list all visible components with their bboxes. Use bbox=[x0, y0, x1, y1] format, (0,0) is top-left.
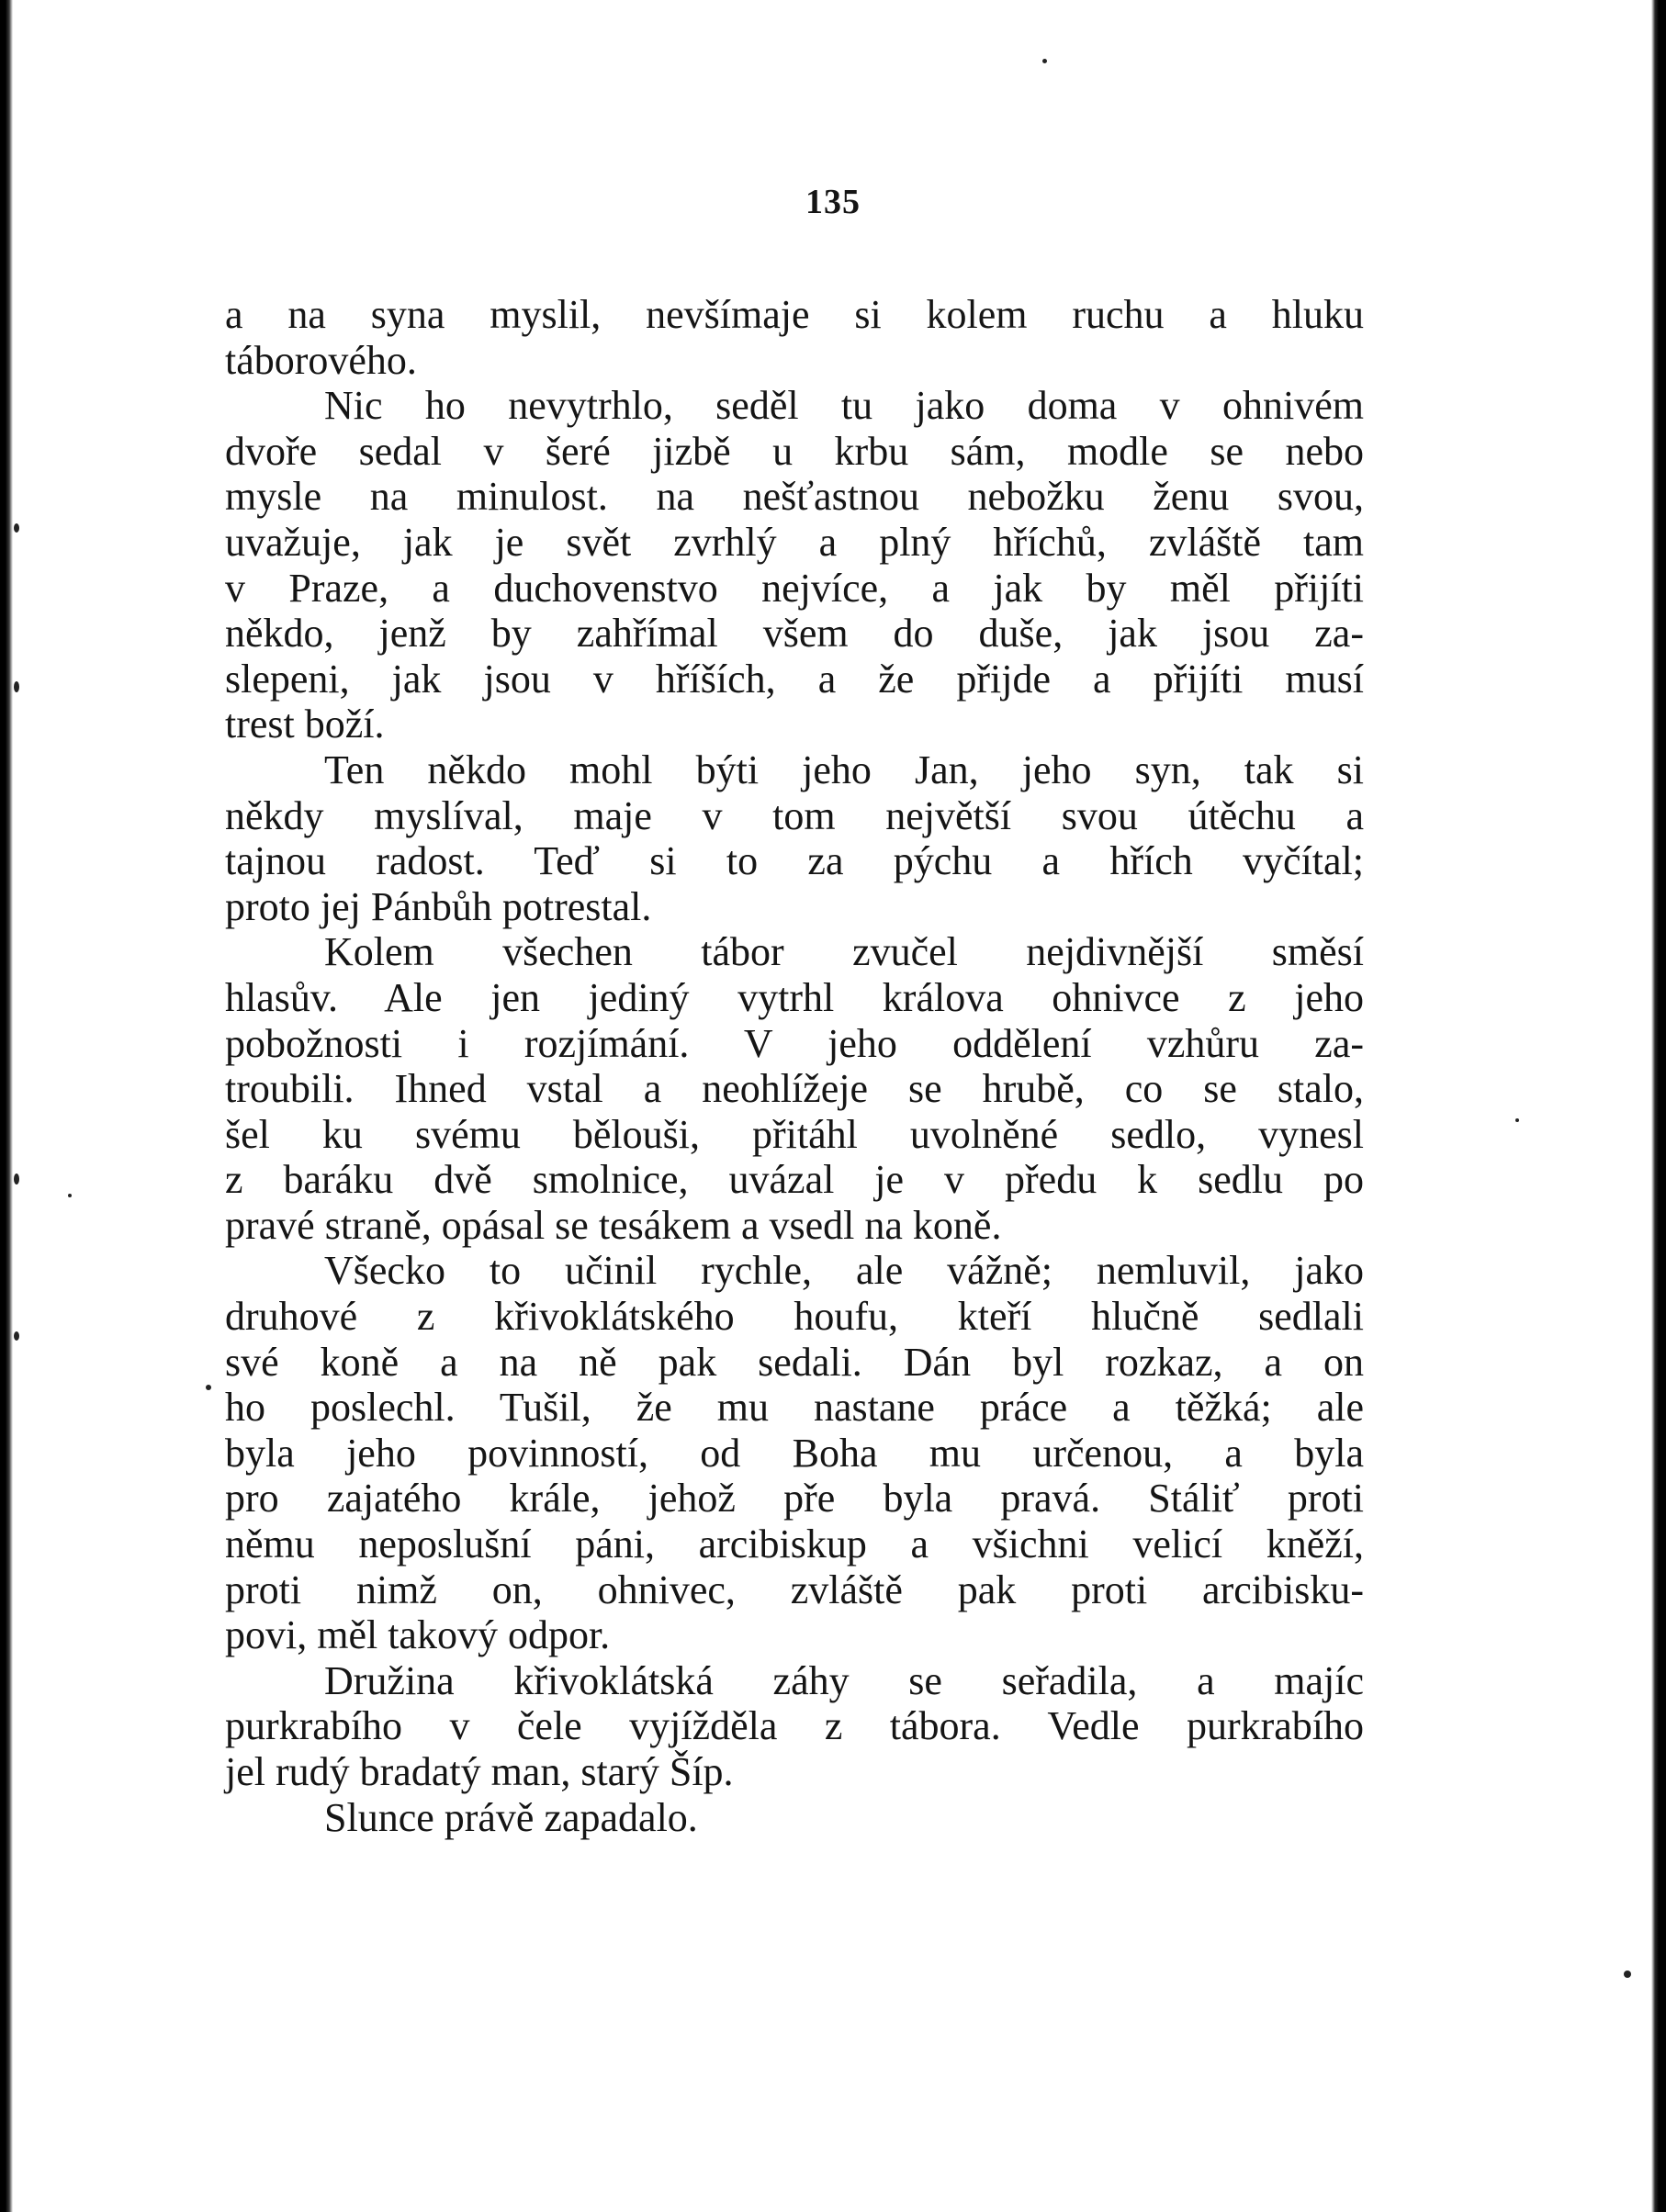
page-number: 135 bbox=[805, 183, 861, 221]
text-line: povi, měl takový odpor. bbox=[225, 1612, 611, 1658]
paragraph bbox=[225, 383, 1364, 747]
paragraph bbox=[225, 292, 1364, 383]
text-line: jel rudý bradatý man, starý Šíp. bbox=[225, 1749, 734, 1794]
text-line: němu neposlušní páni, arcibiskup a všichni velicí kněží, bbox=[225, 1521, 1364, 1567]
text-line: trest boží. bbox=[225, 702, 385, 747]
text-line: Kolem všechen tábor zvučel nejdivnější směsí bbox=[324, 929, 1364, 975]
text-line: troubili. Ihned vstal a neohlížeje se hrubě, co se stalo, bbox=[225, 1066, 1364, 1112]
text-line: své koně a na ně pak sedali. Dán byl rozkaz, a on bbox=[225, 1339, 1364, 1385]
paragraph bbox=[225, 747, 1364, 929]
scan-border-left bbox=[0, 0, 13, 2212]
text-line: Nic ho nevytrhlo, seděl tu jako doma v ohnivém bbox=[324, 383, 1364, 429]
text-line: tajnou radost. Teď si to za pýchu a hřích vyčítal; bbox=[225, 838, 1364, 884]
text-line: hlasův. Ale jen jediný vytrhl králova ohnivce z jeho bbox=[225, 974, 1364, 1020]
text-line: Družina křivoklátská záhy se seřadila, a majíc bbox=[324, 1657, 1364, 1703]
text-line: slepeni, jak jsou v hříších, a že přijde a přijíti musí bbox=[225, 656, 1364, 702]
text-line: z baráku dvě smolnice, uvázal je v předu k sedlu po bbox=[225, 1157, 1364, 1203]
text-line: dvoře sedal v šeré jizbě u krbu sám, modle se nebo bbox=[225, 428, 1364, 474]
scan-speck bbox=[1515, 1118, 1519, 1122]
scan-speck bbox=[14, 1173, 19, 1185]
text-line: a na syna myslil, nevšímaje si kolem ruchu a hluku bbox=[225, 292, 1364, 337]
text-line: byla jeho povinností, od Boha mu určenou, a byla bbox=[225, 1430, 1364, 1476]
scan-speck bbox=[14, 681, 19, 692]
scan-speck bbox=[68, 1194, 72, 1197]
text-line: pravé straně, opásal se tesákem a vsedl na koně. bbox=[225, 1202, 1002, 1248]
text-line: někdy myslíval, maje v tom největší svou útěchu a bbox=[225, 792, 1364, 838]
scan-speck bbox=[1624, 1971, 1631, 1978]
text-line: někdo, jenž by zahřímal všem do duše, jak jsou za- bbox=[225, 611, 1364, 657]
text-line: pro zajatého krále, jehož pře byla pravá. Stáliť proti bbox=[225, 1476, 1364, 1521]
scan-border-right bbox=[1651, 0, 1666, 2212]
text-line: táborového. bbox=[225, 337, 417, 383]
paragraph bbox=[225, 1658, 1364, 1795]
scan-speck bbox=[206, 1385, 211, 1390]
text-line: šel ku svému bělouši, přitáhl uvolněné sedlo, vynesl bbox=[225, 1111, 1364, 1157]
text-line: ho poslechl. Tušil, že mu nastane práce a těžká; ale bbox=[225, 1385, 1364, 1431]
paragraph bbox=[225, 1795, 1364, 1841]
paragraph bbox=[225, 1248, 1364, 1657]
body-text bbox=[225, 292, 1364, 1840]
text-line: purkrabího v čele vyjížděla z tábora. Vedle purkrabího bbox=[225, 1703, 1364, 1749]
text-line: v Praze, a duchovenstvo nejvíce, a jak by měl přijíti bbox=[225, 565, 1364, 611]
text-line: proto jej Pánbůh potrestal. bbox=[225, 883, 652, 929]
text-line: proti nimž on, ohnivec, zvláště pak proti arcibisku- bbox=[225, 1566, 1364, 1612]
text-line: uvažuje, jak je svět zvrhlý a plný hříchů, zvláště tam bbox=[225, 519, 1364, 565]
text-line: Slunce právě zapadalo. bbox=[324, 1794, 698, 1840]
text-line: mysle na minulost. na nešťastnou nebožku ženu svou, bbox=[225, 474, 1364, 520]
text-line: pobožnosti i rozjímání. V jeho oddělení vzhůru za- bbox=[225, 1020, 1364, 1066]
scan-speck bbox=[14, 523, 19, 533]
text-line: Ten někdo mohl býti jeho Jan, jeho syn, tak si bbox=[324, 747, 1364, 792]
text-line: Všecko to učinil rychle, ale vážně; nemluvil, jako bbox=[324, 1248, 1364, 1294]
scan-speck bbox=[1042, 59, 1047, 63]
scan-speck bbox=[14, 1331, 19, 1341]
text-line: druhové z křivoklátského houfu, kteří hlučně sedlali bbox=[225, 1294, 1364, 1340]
paragraph bbox=[225, 929, 1364, 1248]
